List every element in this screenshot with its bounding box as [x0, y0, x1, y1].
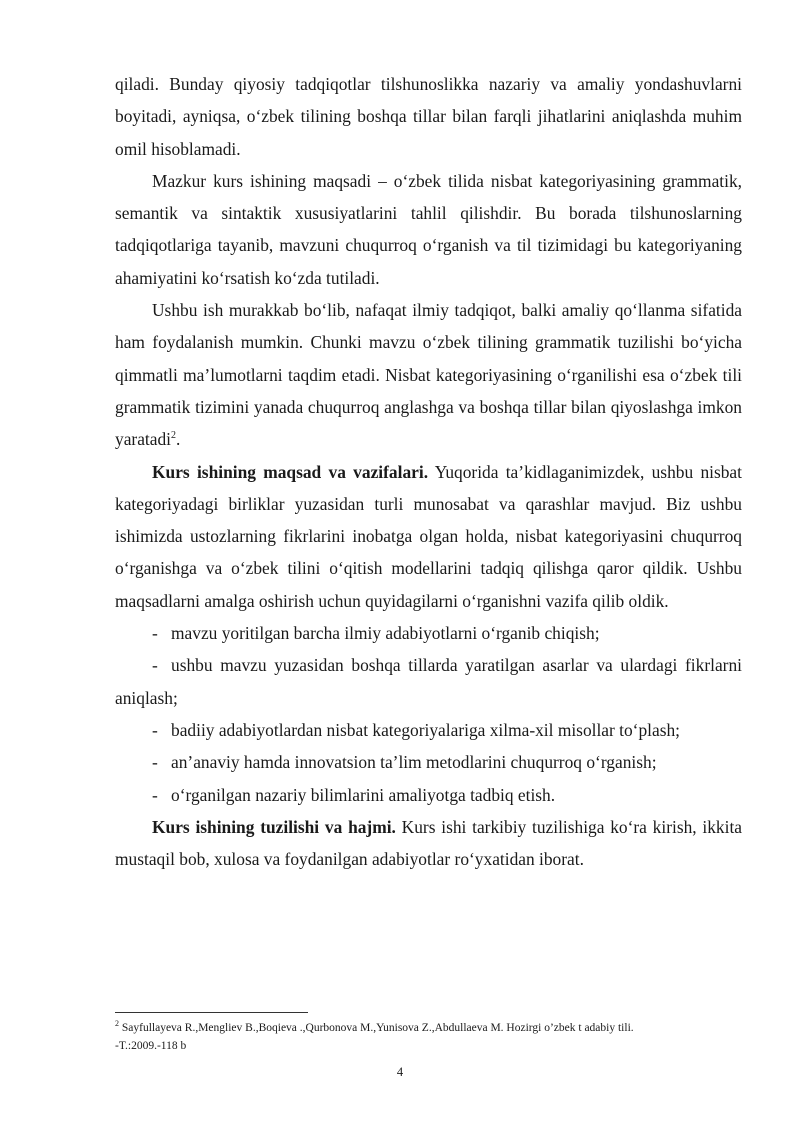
footnote-line-1	[115, 1019, 755, 1037]
footnote-text: Sayfullayeva R.,Mengliev B.,Boqieva .,Qurbonova M.,Yunisova Z.,Abdullaeva M. Hozirgi o’zbek t adabiy tili.	[119, 1022, 634, 1034]
list-item	[115, 617, 742, 649]
paragraph-structure-text: Kurs ishi tarkibiy tuzilishiga ko‘ra kirish, ikkita mustaqil bob, xulosa va foydanilgan adabiyotlar ro‘yxatidan iborat.	[115, 816, 742, 870]
list-item-text: ushbu mavzu yuzasidan boshqa tillarda yaratilgan asarlar va ulardagi fikrlarni aniqlash;	[115, 655, 742, 708]
footnote-mark: 2	[115, 1019, 119, 1029]
list-item	[115, 649, 742, 714]
paragraph-significance-end: .	[176, 429, 181, 450]
page-body	[115, 68, 742, 875]
page-number: 4	[396, 1065, 404, 1079]
list-item-text: an’anaviy hamda innovatsion ta’lim metodlarini chuqurroq o‘rganish;	[171, 752, 657, 773]
paragraph-significance	[115, 294, 742, 455]
heading-goals: Kurs ishining maqsad va vazifalari.	[152, 461, 429, 482]
heading-structure: Kurs ishining tuzilishi va hajmi.	[152, 816, 396, 837]
list-item-text: mavzu yoritilgan barcha ilmiy adabiyotlarni o‘rganib chiqish;	[171, 623, 600, 644]
footnote-line-2: -T.:2009.-118 b	[115, 1040, 187, 1052]
list-dash: -	[152, 623, 158, 644]
list-dash: -	[152, 752, 158, 773]
list-dash: -	[152, 655, 158, 676]
list-item	[115, 746, 742, 778]
list-item-text: o‘rganilgan nazariy bilimlarini amaliyotga tadbiq etish.	[171, 784, 556, 805]
footnote-reference[interactable]: 2	[171, 430, 177, 442]
list-item	[115, 714, 742, 746]
list-dash: -	[152, 719, 158, 740]
paragraph-goals	[115, 456, 742, 617]
paragraph-significance-text: Ushbu ish murakkab bo‘lib, nafaqat ilmiy tadqiqot, balki amaliy qo‘llanma sifatida ham foydalanish mumkin. Chunki mavzu o‘zbek tilining grammatik tuzilishi bo‘yicha qimmatli ma’lumotlarni taqdim etadi. Nisbat kategoriyasining o‘rganilishi esa o‘zbek tili grammatik tizimini yanada chuqurroq anglashga va boshqa tillar bilan qiyoslashga imkon yaratadi	[115, 300, 742, 450]
paragraph-0: qiladi. Bunday qiyosiy tadqiqotlar tilshunoslikka nazariy va amaliy yondashuvlarni boyitadi, ayniqsa, o‘zbek tilining boshqa tillar bilan farqli jihatlarini aniqlashda muhim omil hisoblamadi.	[115, 74, 742, 159]
footnote	[115, 1019, 755, 1055]
list-dash: -	[152, 784, 158, 805]
paragraph-structure	[115, 811, 742, 876]
list-item-text: badiiy adabiyotlardan nisbat kategoriyalariga xilma-xil misollar to‘plash;	[171, 719, 681, 740]
footnote-divider	[115, 1012, 308, 1013]
paragraph-goals-text: Yuqorida ta’kidlaganimizdek, ushbu nisbat kategoriyadagi birliklar yuzasidan turli munosabat va qarashlar mavjud. Biz ushbu ishimizda ustozlarning fikrlarini inobatga olgan holda, nisbat kategoriyasini chuqurroq o‘rganishga va o‘zbek tilini o‘qitish modellarini tadqiq qilishga qaror qildik. Ushbu maqsadlarni amalga oshirish uchun quyidagilarni o‘rganishni vazifa qilib oldik.	[115, 461, 742, 611]
paragraph-purpose: Mazkur kurs ishining maqsadi – o‘zbek tilida nisbat kategoriyasining grammatik, semantik va sintaktik xususiyatlarini tahlil qilishdir. Bu borada tilshunoslarning tadqiqotlariga tayanib, mavzuni chuqurroq o‘rganish va til tizimidagi bu kategoriyaning ahamiyatini ko‘rsatish ko‘zda tutiladi.	[115, 170, 742, 288]
list-item	[115, 779, 742, 811]
